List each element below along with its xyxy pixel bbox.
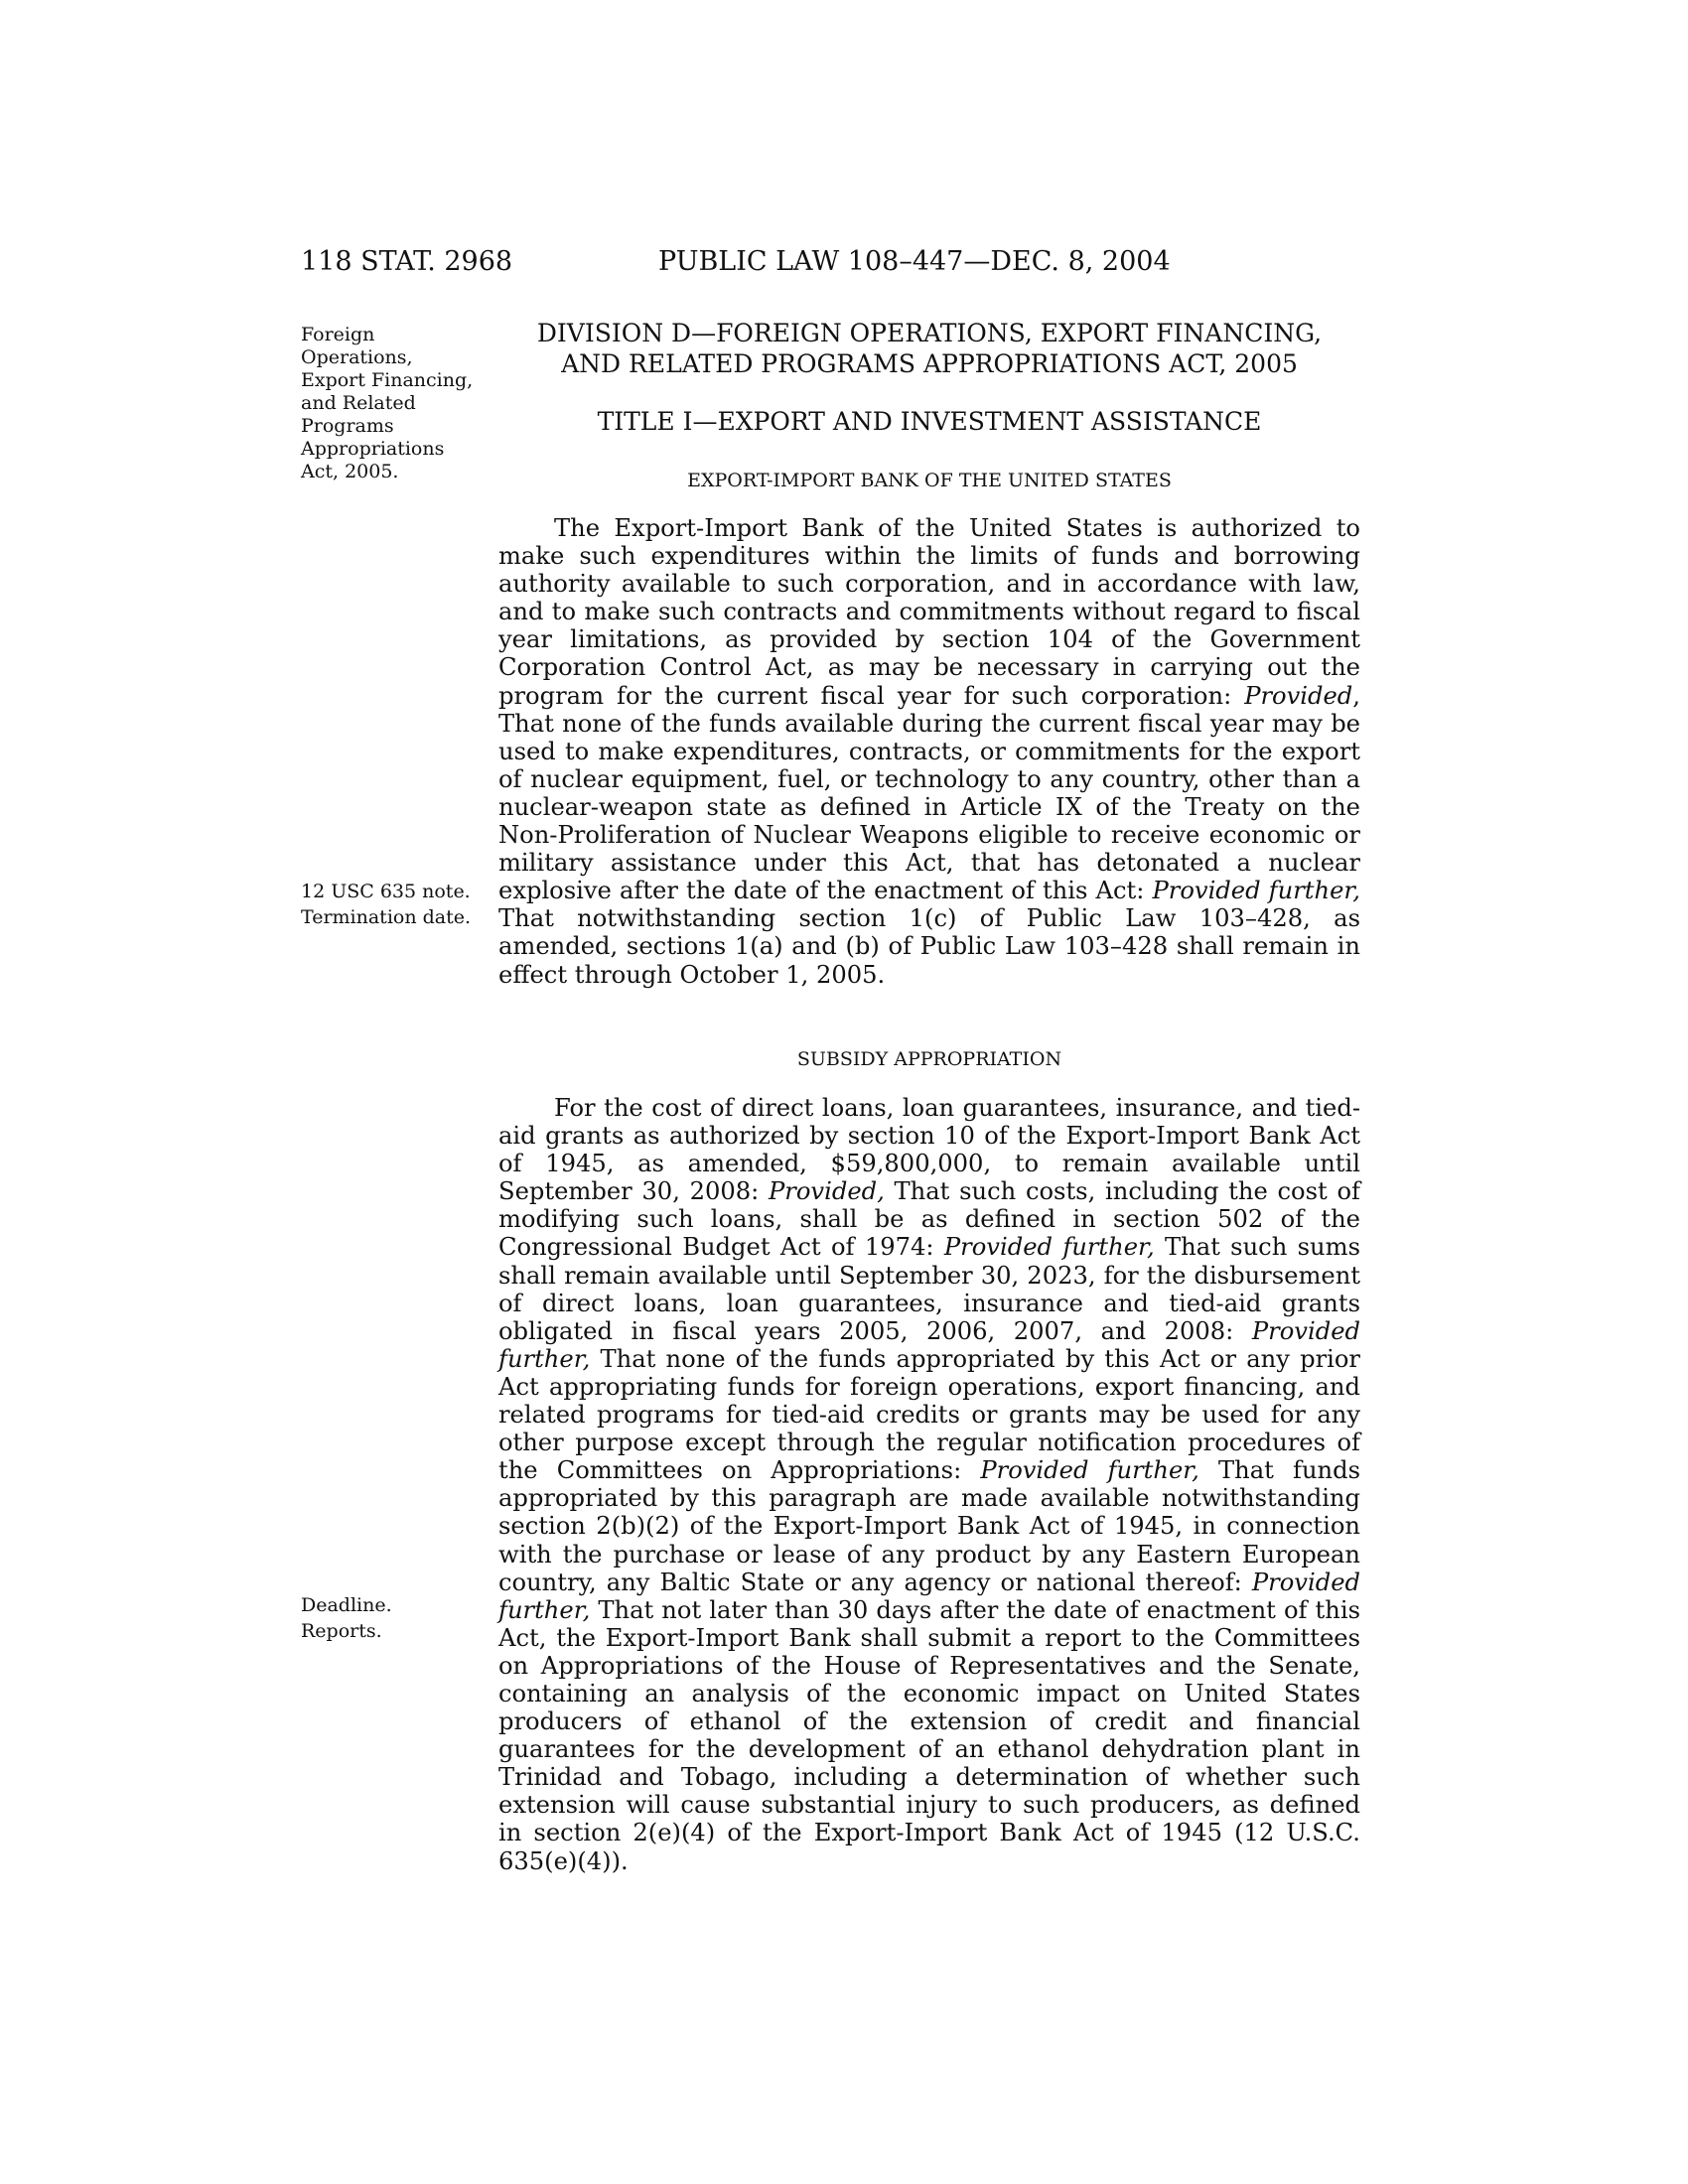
proviso-italic: Provided further,	[498, 1316, 1360, 1373]
text-run: For the cost of direct loans, loan guarantees, insurance, and tied-aid grants as authorized by section 10 of the Export-Import Bank Act of 1945, as amended, $59,800,000, to remain available until September 30, 2008:	[498, 1094, 1360, 1206]
division-heading-line-2: AND RELATED PROGRAMS APPROPRIATIONS ACT, 2005	[561, 349, 1298, 378]
margin-note-division: Foreign Operations, Export Financing, and Related Programs Appropriations Act, 2005.	[301, 324, 474, 482]
text-run: , That none of the funds available during the current fiscal year may be used to make expenditures, contracts, or commitments for the export of nuclear equipment, fuel, or technology to any country, other than a nuclear-weapon state as defined in Article IX of the Treaty on the Non-Proliferation of Nuclear Weapons eligible to receive economic or military assistance under this Act, that has detonated a nuclear explosive after the date of the enactment of this Act:	[498, 681, 1360, 905]
proviso-italic: Provided further,	[1152, 877, 1360, 905]
division-heading-line-1: DIVISION D—FOREIGN OPERATIONS, EXPORT FINANCING,	[536, 319, 1323, 347]
title-heading: TITLE I—EXPORT AND INVESTMENT ASSISTANCE	[597, 407, 1262, 436]
margin-note-reports: Reports.	[301, 1620, 382, 1642]
paragraph-text	[498, 514, 1360, 989]
text-run: That notwithstanding section 1(c) of Public Law 103–428, as amended, sections 1(a) and (b) of Public Law 103–428 shall remain in effect through October 1, 2005.	[498, 904, 1360, 989]
stat-page-number: 118 STAT. 2968	[301, 246, 513, 277]
margin-note-deadline: Deadline.	[301, 1594, 392, 1616]
proviso-italic: Provided	[1244, 681, 1353, 710]
margin-note-termination: Termination date.	[301, 906, 472, 928]
public-law-citation: PUBLIC LAW 108–447—DEC. 8, 2004	[658, 246, 1171, 277]
proviso-italic: Provided further,	[980, 1456, 1199, 1485]
section-paragraph-export-import-bank	[498, 514, 1360, 989]
text-run: That funds appropriated by this paragraph are made available notwithstanding section 2(b)(2) of the Export-Import Bank Act of 1945, in connection with the purchase or lease of any product by any Eastern European country, any Baltic State or any agency or national thereof:	[498, 1456, 1360, 1596]
margin-note-usc: 12 USC 635 note.	[301, 881, 471, 902]
paragraph-text	[498, 1094, 1360, 1875]
text-run: The Export-Import Bank of the United States is authorized to make such expenditures within the limits of funds and borrowing authority available to such corporation, and in accordance with law, and to make such contracts and commitments without regard to fiscal year limitations, as provided by section 104 of the Government Corporation Control Act, as may be necessary in carrying out the program for the current fiscal year for such corporation:	[498, 514, 1360, 710]
section-heading-export-import-bank: EXPORT-IMPORT BANK OF THE UNITED STATES	[687, 470, 1172, 491]
text-run: That such sums shall remain available until September 30, 2023, for the disbursement of direct loans, loan guarantees, insurance and tied-aid grants obligated in fiscal years 2005, 2006, 2007, and 2008:	[498, 1233, 1360, 1345]
division-heading	[498, 318, 1360, 379]
text-run: That such costs, including the cost of modifying such loans, shall be as defined in section 502 of the Congressional Budget Act of 1974:	[498, 1177, 1360, 1262]
text-run: That not later than 30 days after the date of enactment of this Act, the Export-Import Bank shall submit a report to the Committees on Appropriations of the House of Representatives and the Senate, containing an analysis of the economic impact on United States producers of ethanol of the extension of credit and financial guarantees for the development of an ethanol dehydration plant in Trinidad and Tobago, including a determination of whether such extension will cause substantial injury to such producers, as defined in section 2(e)(4) of the Export-Import Bank Act of 1945 (12 U.S.C. 635(e)(4)).	[498, 1595, 1360, 1875]
proviso-italic: Provided further,	[943, 1233, 1155, 1262]
section-heading-subsidy-appropriation: SUBSIDY APPROPRIATION	[796, 1048, 1062, 1070]
proviso-italic: Provided further,	[498, 1568, 1360, 1624]
proviso-italic: Provided,	[769, 1177, 885, 1206]
section-paragraph-subsidy-appropriation	[498, 1094, 1360, 1875]
text-run: That none of the funds appropriated by this Act or any prior Act appropriating funds for foreign operations, export financing, and related programs for tied-aid credits or grants may be used for any other purpose except through the regular notification procedures of the Committees on Appropriations:	[498, 1344, 1360, 1485]
running-header	[301, 246, 1214, 286]
